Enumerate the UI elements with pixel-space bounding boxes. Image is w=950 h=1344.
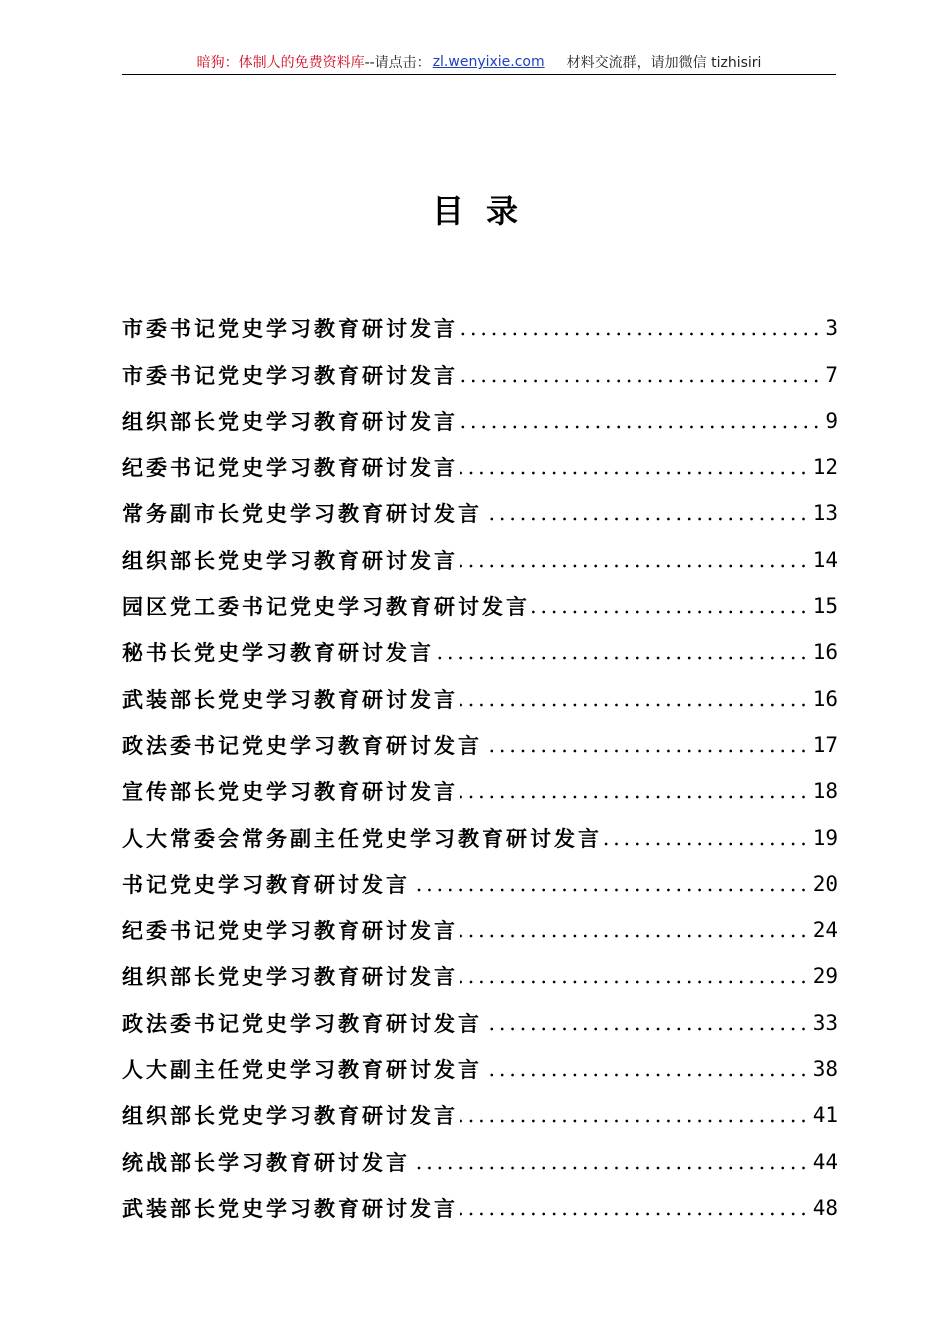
toc-dot-leader bbox=[460, 703, 809, 707]
toc-entry-title: 市委书记党史学习教育研讨发言 bbox=[122, 362, 458, 388]
toc-entry-title: 人大副主任党史学习教育研讨发言 bbox=[122, 1057, 482, 1083]
toc-entry[interactable] bbox=[122, 987, 838, 1036]
toc-entry[interactable] bbox=[122, 1126, 838, 1175]
toc-entry[interactable] bbox=[122, 1034, 838, 1083]
toc-entry-page: 16 bbox=[812, 640, 838, 665]
toc-entry-page: 3 bbox=[825, 316, 838, 341]
toc-entry-page: 24 bbox=[812, 918, 838, 943]
toc-entry-title: 组织部长党史学习教育研讨发言 bbox=[122, 964, 458, 990]
toc-dot-leader bbox=[460, 1119, 809, 1123]
toc-entry[interactable] bbox=[122, 941, 838, 990]
toc-entry-title: 宣传部长党史学习教育研讨发言 bbox=[122, 779, 458, 805]
table-of-contents bbox=[122, 293, 838, 1219]
toc-entry[interactable] bbox=[122, 756, 838, 805]
toc-entry-page: 33 bbox=[812, 1010, 838, 1035]
toc-entry-page: 41 bbox=[812, 1103, 838, 1128]
toc-entry-title: 武装部长党史学习教育研讨发言 bbox=[122, 1195, 458, 1221]
toc-entry-title: 纪委书记党史学习教育研讨发言 bbox=[122, 918, 458, 944]
header-prompt: --请点击： bbox=[364, 55, 431, 71]
toc-dot-leader bbox=[484, 1027, 809, 1031]
toc-entry[interactable] bbox=[122, 524, 838, 573]
toc-entry-title: 常务副市长党史学习教育研讨发言 bbox=[122, 501, 482, 527]
toc-entry-title: 园区党工委书记党史学习教育研讨发言 bbox=[122, 594, 530, 620]
toc-entry[interactable] bbox=[122, 710, 838, 756]
toc-entry-title: 组织部长党史学习教育研讨发言 bbox=[122, 547, 458, 573]
header-contact: 材料交流群，请加微信 tizhisiri bbox=[566, 55, 762, 71]
toc-dot-leader bbox=[532, 610, 809, 614]
toc-entry-title: 书记党史学习教育研讨发言 bbox=[122, 871, 410, 897]
toc-dot-leader bbox=[436, 656, 809, 660]
toc-entry-title: 政法委书记党史学习教育研讨发言 bbox=[122, 732, 482, 758]
toc-entry-title: 秘书长党史学习教育研讨发言 bbox=[122, 640, 434, 666]
toc-entry-title: 统战部长学习教育研讨发言 bbox=[122, 1149, 410, 1175]
toc-entry[interactable] bbox=[122, 293, 838, 342]
header-link[interactable]: zl.wenyixie.com bbox=[432, 54, 545, 70]
toc-entry-title: 政法委书记党史学习教育研讨发言 bbox=[122, 1010, 482, 1036]
toc-entry-title: 人大常委会常务副主任党史学习教育研讨发言 bbox=[122, 825, 602, 851]
toc-dot-leader bbox=[412, 1166, 809, 1170]
toc-dot-leader bbox=[460, 980, 809, 984]
toc-entry[interactable] bbox=[122, 617, 838, 666]
toc-entry[interactable] bbox=[122, 802, 838, 851]
toc-entry-page: 48 bbox=[812, 1195, 838, 1220]
toc-entry-page: 18 bbox=[812, 779, 838, 804]
toc-entry-page: 29 bbox=[812, 964, 838, 989]
toc-dot-leader bbox=[460, 795, 809, 799]
toc-entry-page: 16 bbox=[812, 686, 838, 711]
toc-entry-page: 19 bbox=[812, 825, 838, 850]
toc-entry[interactable] bbox=[122, 1080, 838, 1129]
toc-dot-leader bbox=[460, 1212, 809, 1216]
toc-entry[interactable] bbox=[122, 1173, 838, 1219]
toc-dot-leader bbox=[484, 1073, 809, 1077]
toc-dot-leader bbox=[460, 379, 821, 383]
toc-dot-leader bbox=[604, 842, 809, 846]
toc-dot-leader bbox=[460, 471, 809, 475]
toc-entry-page: 7 bbox=[825, 362, 838, 387]
toc-entry[interactable] bbox=[122, 339, 838, 388]
header-divider bbox=[122, 74, 836, 75]
toc-entry-page: 9 bbox=[825, 408, 838, 433]
toc-entry[interactable] bbox=[122, 478, 838, 527]
toc-entry[interactable] bbox=[122, 386, 838, 432]
toc-dot-leader bbox=[460, 332, 821, 336]
toc-entry-title: 组织部长党史学习教育研讨发言 bbox=[122, 408, 458, 434]
toc-dot-leader bbox=[460, 934, 809, 938]
toc-dot-leader bbox=[460, 564, 809, 568]
toc-entry-page: 17 bbox=[812, 732, 838, 757]
toc-entry-page: 13 bbox=[812, 501, 838, 526]
toc-entry-title: 市委书记党史学习教育研讨发言 bbox=[122, 316, 458, 342]
toc-entry-page: 38 bbox=[812, 1057, 838, 1082]
header-brand: 暗狗：体制人的免费资料库 bbox=[196, 55, 365, 71]
toc-entry-page: 15 bbox=[812, 594, 838, 619]
toc-entry[interactable] bbox=[122, 849, 838, 895]
toc-entry[interactable] bbox=[122, 895, 838, 944]
toc-entry-page: 12 bbox=[812, 455, 838, 480]
toc-entry[interactable] bbox=[122, 663, 838, 712]
toc-dot-leader bbox=[484, 517, 809, 521]
toc-entry-title: 纪委书记党史学习教育研讨发言 bbox=[122, 455, 458, 481]
toc-entry-page: 20 bbox=[812, 871, 838, 896]
toc-entry-title: 武装部长党史学习教育研讨发言 bbox=[122, 686, 458, 712]
toc-entry[interactable] bbox=[122, 571, 838, 620]
page-header bbox=[122, 50, 836, 74]
toc-dot-leader bbox=[484, 749, 809, 753]
page-title: 目录 bbox=[431, 192, 540, 230]
toc-entry-page: 14 bbox=[812, 547, 838, 572]
toc-entry-title: 组织部长党史学习教育研讨发言 bbox=[122, 1103, 458, 1129]
toc-entry-page: 44 bbox=[812, 1149, 838, 1174]
toc-dot-leader bbox=[460, 425, 821, 429]
toc-entry[interactable] bbox=[122, 432, 838, 481]
toc-dot-leader bbox=[412, 888, 809, 892]
